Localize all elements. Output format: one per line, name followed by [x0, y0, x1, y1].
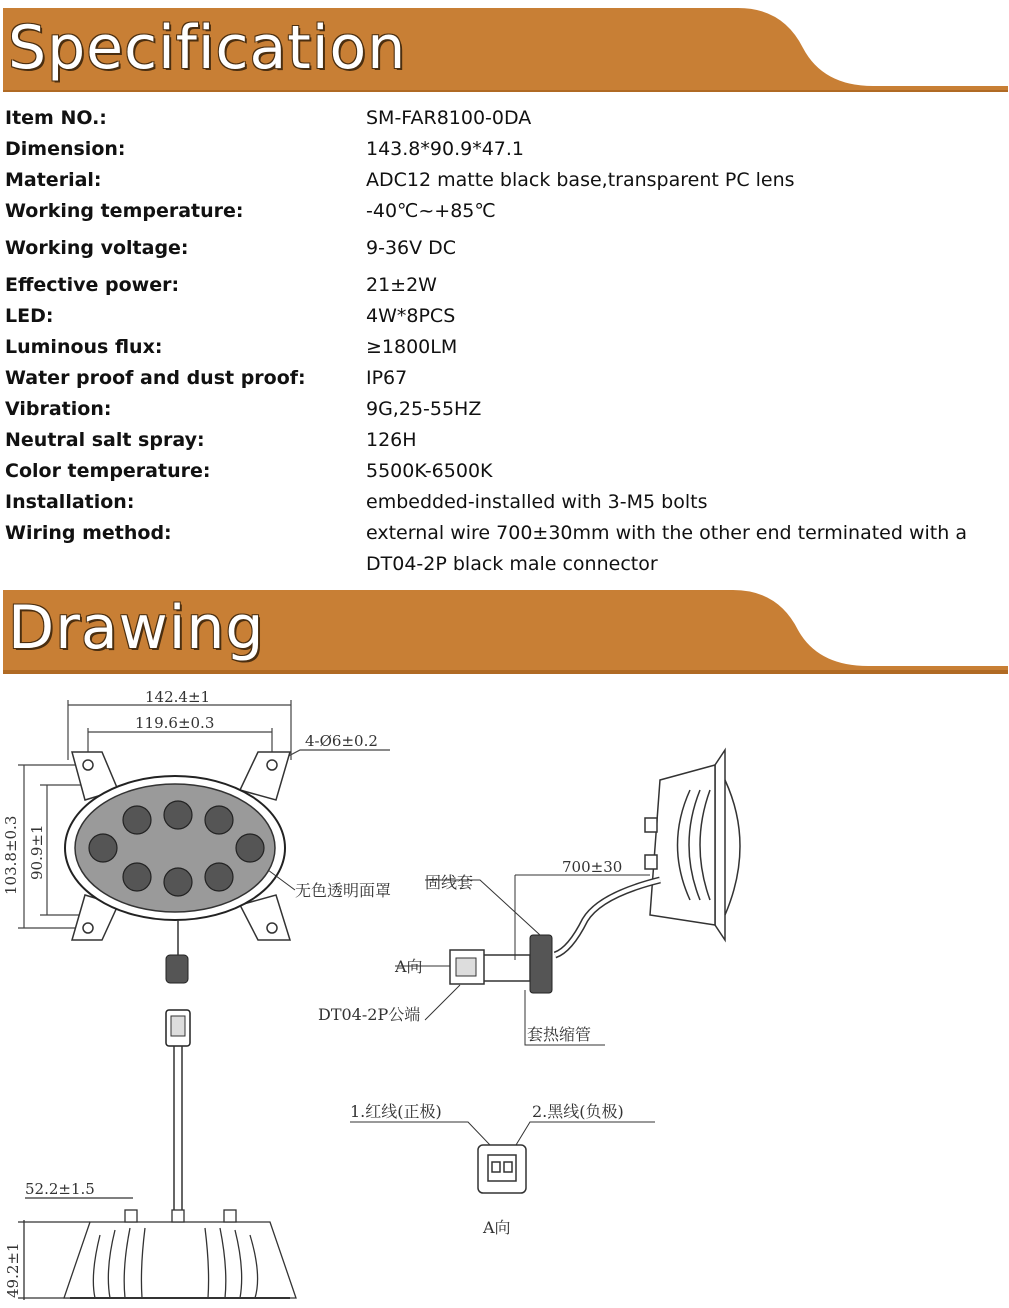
view-a-connector — [350, 1122, 655, 1193]
side-housing-flange — [715, 750, 725, 940]
spec-label: Neutral salt spray: — [5, 429, 205, 451]
specification-title: Specification — [8, 13, 407, 83]
specification-banner — [3, 8, 1008, 92]
pin1-label: 1.红线(正极) — [350, 1102, 442, 1121]
spec-value: 126H — [366, 429, 417, 451]
spec-value: 5500K-6500K — [366, 460, 493, 482]
spec-label: Wiring method: — [5, 522, 172, 544]
dim-label: 142.4±1 — [145, 688, 211, 706]
dim-label: 103.8±0.3 — [2, 815, 20, 895]
spec-label: Material: — [5, 169, 102, 191]
drawing-title: Drawing — [8, 593, 265, 663]
spec-label: Dimension: — [5, 138, 126, 160]
pin2-label: 2.黑线(负极) — [532, 1102, 624, 1121]
spec-label: Effective power: — [5, 274, 180, 296]
spec-value: -40℃~+85℃ — [366, 200, 496, 222]
spec-label: Installation: — [5, 491, 135, 513]
connector-body — [166, 955, 188, 983]
spec-label: LED: — [5, 305, 54, 327]
spec-value: 9G,25-55HZ — [366, 398, 482, 420]
spec-label: Luminous flux: — [5, 336, 163, 358]
side-housing-body — [650, 765, 715, 925]
spec-value: 21±2W — [366, 274, 437, 296]
dim-label: 119.6±0.3 — [135, 714, 215, 732]
dim-label: 49.2±1 — [4, 1242, 22, 1298]
shrink-tube-label: 套热缩管 — [527, 1025, 592, 1044]
clamp-label: 固线套 — [425, 873, 474, 892]
side-view-housing — [64, 1222, 296, 1298]
spec-value: 9-36V DC — [366, 237, 457, 259]
shrink-tube — [480, 955, 530, 981]
dim-label: 4-Ø6±0.2 — [305, 732, 378, 750]
spec-value: SM-FAR8100-0DA — [366, 107, 532, 129]
spec-value: ADC12 matte black base,transparent PC lens — [366, 169, 795, 191]
spec-label: Water proof and dust proof: — [5, 367, 306, 389]
view-a-label: A向 — [483, 1218, 511, 1237]
connector-label: DT04-2P公端 — [318, 1005, 421, 1024]
spec-value: IP67 — [366, 367, 408, 389]
technical-drawing — [0, 680, 1009, 1308]
spec-label: Item NO.: — [5, 107, 107, 129]
spec-value: embedded-installed with 3-M5 bolts — [366, 491, 708, 513]
wire-length-label: 700±30 — [562, 858, 623, 876]
spec-label: Color temperature: — [5, 460, 211, 482]
wire-clamp — [530, 935, 552, 993]
dim-label: 90.9±1 — [28, 824, 46, 880]
drawing-banner — [3, 590, 1008, 674]
spec-value: 4W*8PCS — [366, 305, 456, 327]
spec-label: Vibration: — [5, 398, 112, 420]
direction-label: A向 — [395, 957, 423, 976]
spec-value: external wire 700±30mm with the other end terminated with a DT04-2P black male connector — [366, 522, 967, 575]
spec-label: Working temperature: — [5, 200, 244, 222]
dim-label: 52.2±1.5 — [25, 1180, 95, 1198]
spec-value: ≥1800LM — [366, 336, 458, 358]
lens-label: 无色透明面罩 — [295, 881, 392, 900]
spec-label: Working voltage: — [5, 237, 189, 259]
spec-value: 143.8*90.9*47.1 — [366, 138, 525, 160]
